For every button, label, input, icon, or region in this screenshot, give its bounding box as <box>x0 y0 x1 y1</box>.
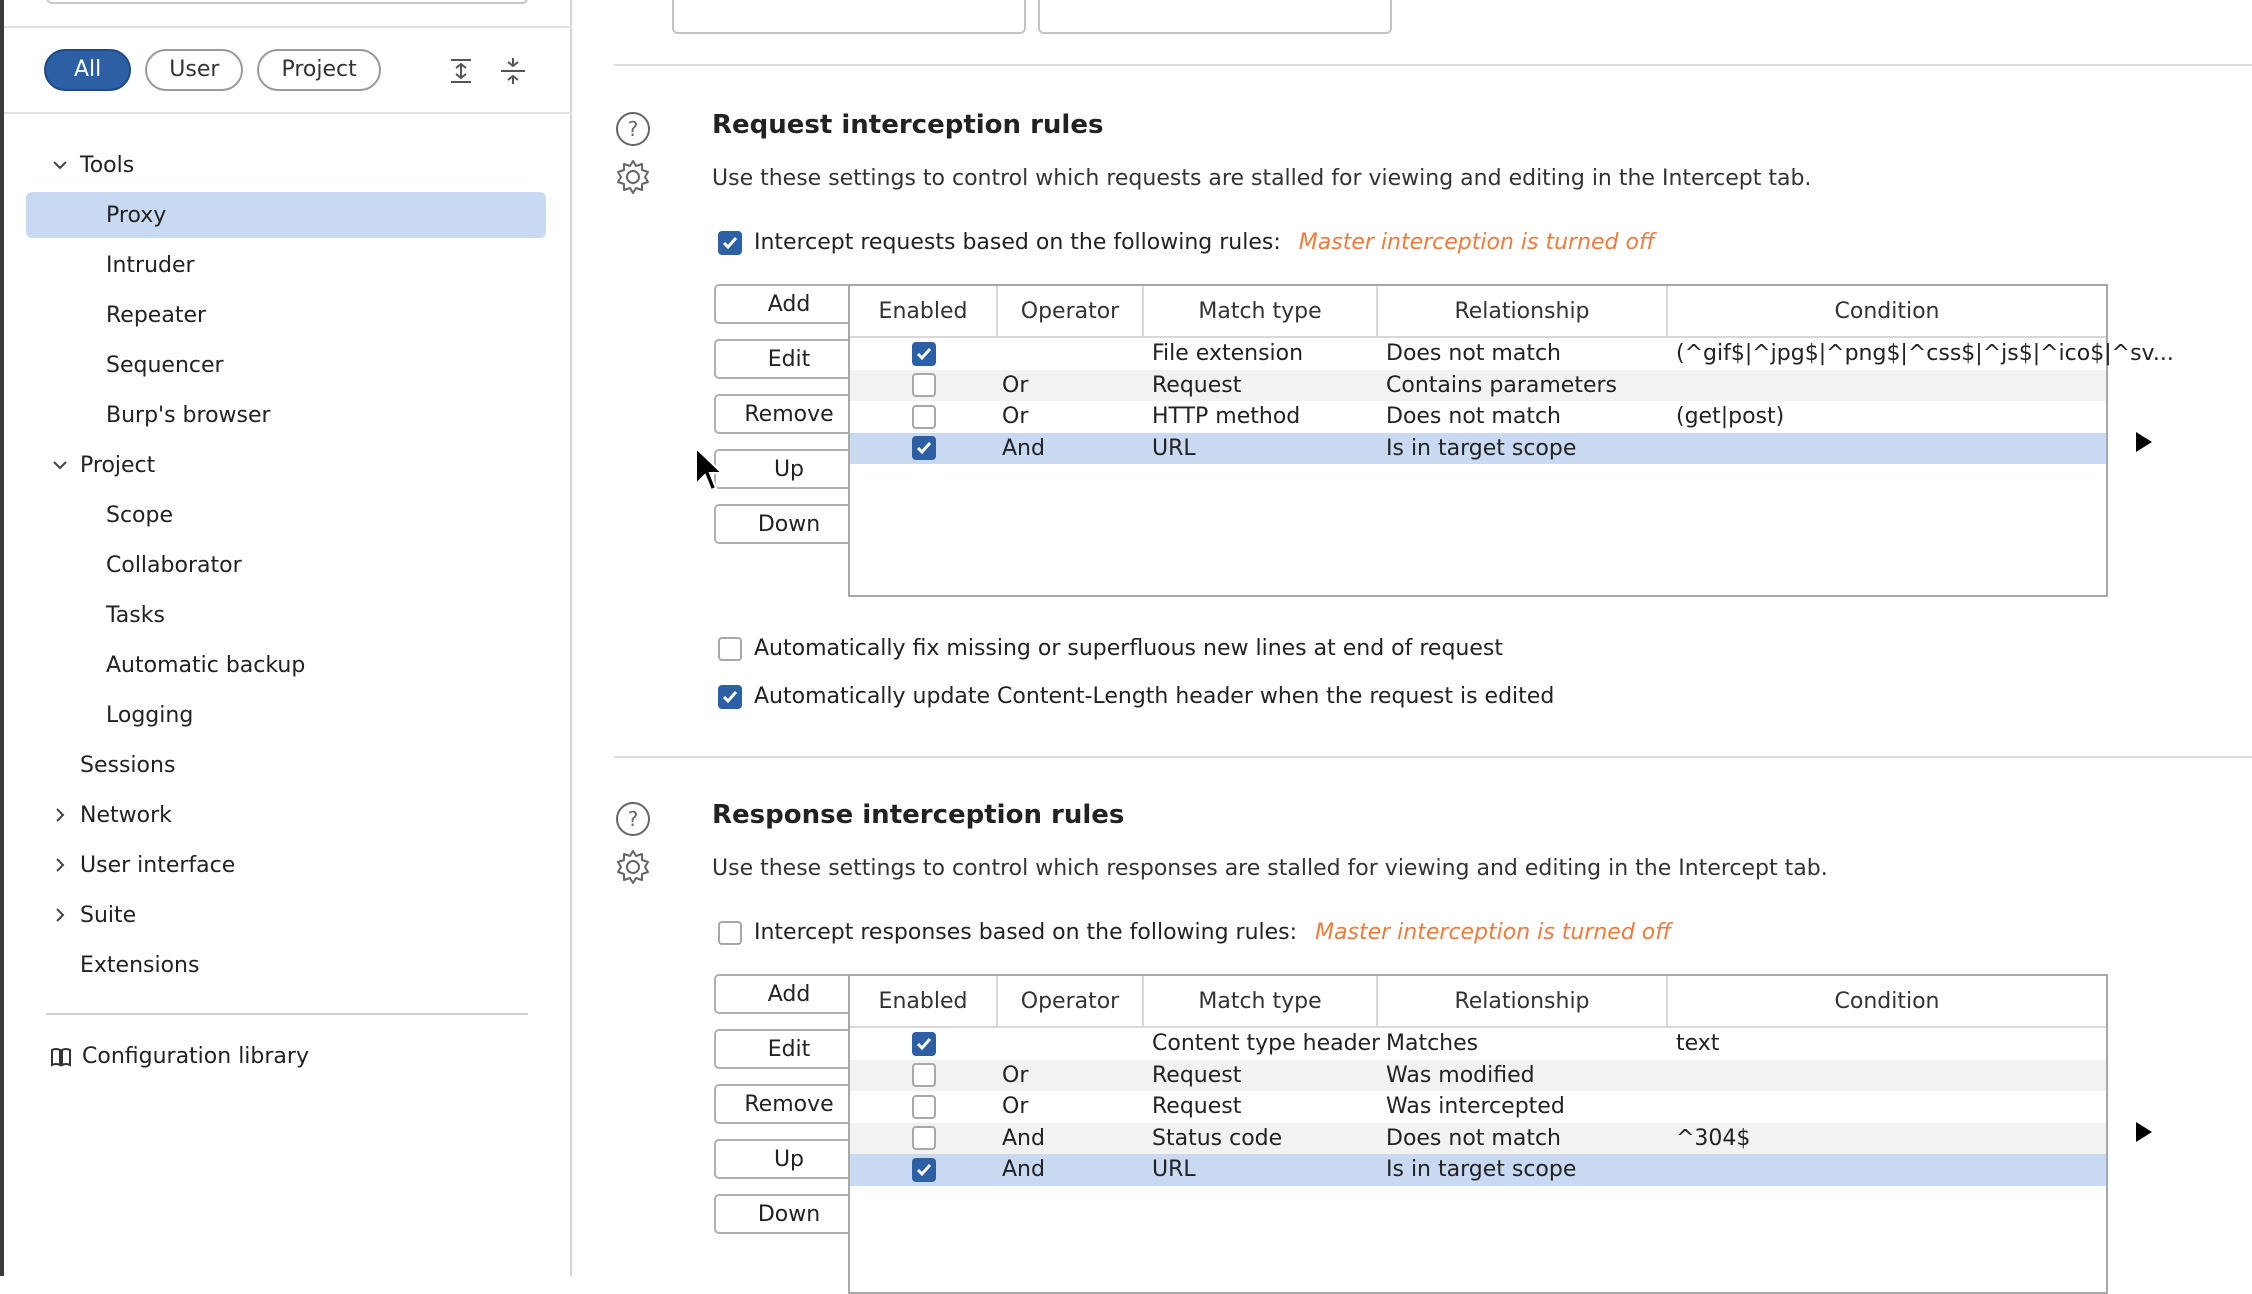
scope-filter-group <box>44 49 381 91</box>
sidebar-item-project[interactable] <box>0 440 570 490</box>
enabled-cell <box>850 405 998 429</box>
column-operator[interactable]: Operator <box>998 286 1144 336</box>
column-operator[interactable]: Operator <box>998 976 1144 1026</box>
book-icon <box>50 1046 72 1068</box>
section-divider <box>614 64 2252 66</box>
enabled-cell <box>850 1126 998 1150</box>
operator-cell: And <box>1002 435 1045 461</box>
collapse-all-icon[interactable] <box>498 56 528 86</box>
divider <box>4 112 572 114</box>
operator-cell: Or <box>1002 372 1029 398</box>
intercept-requests-checkbox[interactable] <box>718 231 742 255</box>
sidebar-item-scope[interactable] <box>0 490 570 540</box>
match-type-cell: HTTP method <box>1152 404 1301 430</box>
chevron-right-icon[interactable] <box>50 855 70 875</box>
previous-button-2[interactable] <box>1038 0 1392 34</box>
divider <box>46 1013 528 1015</box>
configuration-library-link[interactable] <box>50 1044 309 1069</box>
update-content-length-option <box>718 684 1554 709</box>
svg-text:?: ? <box>627 117 639 141</box>
column-condition[interactable]: Condition <box>1834 988 1940 1014</box>
sidebar-item-tasks[interactable] <box>0 590 570 640</box>
move-up-button[interactable]: Up <box>714 1139 864 1179</box>
table-row[interactable] <box>850 370 2106 402</box>
section-title: Request interception rules <box>712 110 1104 140</box>
scroll-right-arrow-icon[interactable] <box>2136 432 2152 452</box>
rule-enabled-checkbox[interactable] <box>912 1032 936 1056</box>
operator-cell: And <box>1002 1157 1045 1183</box>
fix-newlines-option <box>718 636 1503 661</box>
sidebar-item-repeater[interactable] <box>0 290 570 340</box>
add-rule-button[interactable]: Add <box>714 284 864 324</box>
sidebar-item-collaborator[interactable] <box>0 540 570 590</box>
sidebar-item-burp-s-browser[interactable] <box>0 390 570 440</box>
sidebar-item-label: User interface <box>80 852 236 878</box>
table-row[interactable] <box>850 338 2174 370</box>
sidebar-item-intruder[interactable] <box>0 240 570 290</box>
condition-cell: (^gif$|^jpg$|^png$|^css$|^js$|^ico$|^sv... <box>1676 341 2174 367</box>
sidebar-item-label: Burp's browser <box>106 402 271 428</box>
response-rules-table <box>848 974 2108 1294</box>
sidebar-item-tools[interactable] <box>0 140 570 190</box>
enabled-cell <box>850 1063 998 1087</box>
operator-cell: Or <box>1002 404 1029 430</box>
condition-cell: (get|post) <box>1676 404 1785 430</box>
column-match-type[interactable]: Match type <box>1144 976 1378 1026</box>
sidebar-item-sequencer[interactable] <box>0 340 570 390</box>
match-type-cell: URL <box>1152 435 1196 461</box>
table-row[interactable] <box>850 433 2106 465</box>
section-description: Use these settings to control which responses are stalled for viewing and editing in the Intercept tab. <box>712 856 1828 881</box>
rule-enabled-checkbox[interactable] <box>912 373 936 397</box>
gear-icon[interactable] <box>614 158 652 196</box>
relationship-cell: Was modified <box>1386 1062 1535 1088</box>
response-rule-buttons <box>714 974 864 1234</box>
sidebar-item-extensions[interactable] <box>0 940 570 990</box>
match-type-cell: Request <box>1152 1094 1242 1120</box>
sidebar-item-label: Project <box>80 452 156 478</box>
request-rule-buttons <box>714 284 864 544</box>
sidebar-item-label: Scope <box>106 502 174 528</box>
sidebar-item-label: Repeater <box>106 302 207 328</box>
column-match-type[interactable]: Match type <box>1144 286 1378 336</box>
selection-highlight <box>26 192 546 238</box>
sidebar-item-label: Automatic backup <box>106 652 306 678</box>
filter-project-button[interactable]: Project <box>257 49 380 91</box>
match-type-cell: Content type header <box>1152 1031 1381 1057</box>
sidebar-item-logging[interactable] <box>0 690 570 740</box>
scroll-right-arrow-icon[interactable] <box>2136 1122 2152 1142</box>
gear-icon[interactable] <box>614 848 652 886</box>
sidebar-item-label: Extensions <box>80 952 200 978</box>
request-rules-table <box>848 284 2174 597</box>
table-row[interactable] <box>850 1028 2106 1060</box>
rule-enabled-checkbox[interactable] <box>912 1126 936 1150</box>
master-interception-warning: Master interception is turned off <box>1315 920 1672 945</box>
filter-user-button[interactable]: User <box>145 49 243 91</box>
sidebar-item-label: Network <box>80 802 172 828</box>
relationship-cell: Does not match <box>1386 1125 1561 1151</box>
configuration-library-label: Configuration library <box>82 1044 309 1069</box>
settings-sidebar <box>0 0 572 1276</box>
sidebar-item-label: Tools <box>80 152 135 178</box>
match-type-cell: Request <box>1152 1062 1242 1088</box>
table-header <box>850 976 2106 1028</box>
rule-enabled-checkbox[interactable] <box>912 1095 936 1119</box>
chevron-down-icon[interactable] <box>50 155 70 175</box>
svg-text:?: ? <box>627 807 639 831</box>
sidebar-item-label: Proxy <box>106 202 167 228</box>
settings-content <box>574 0 2252 1276</box>
intercept-requests-option <box>718 230 1655 255</box>
relationship-cell: Is in target scope <box>1386 435 1577 461</box>
sidebar-item-label: Intruder <box>106 252 195 278</box>
add-rule-button[interactable]: Add <box>714 974 864 1014</box>
enabled-cell <box>850 1032 998 1056</box>
chevron-right-icon[interactable] <box>50 905 70 925</box>
sidebar-item-sessions[interactable] <box>0 740 570 790</box>
match-type-cell: URL <box>1152 1157 1196 1183</box>
sidebar-item-label: Sequencer <box>106 352 224 378</box>
request-rules-body <box>850 338 2174 464</box>
rule-enabled-checkbox[interactable] <box>912 1158 936 1182</box>
rule-enabled-checkbox[interactable] <box>912 342 936 366</box>
expand-all-icon[interactable] <box>446 56 476 86</box>
master-interception-warning: Master interception is turned off <box>1298 230 1655 255</box>
enabled-cell <box>850 342 998 366</box>
mouse-cursor-icon <box>694 446 724 496</box>
table-row[interactable] <box>850 1091 2106 1123</box>
match-type-cell: Request <box>1152 372 1242 398</box>
table-row[interactable] <box>850 1060 2106 1092</box>
filter-all-button[interactable]: All <box>44 49 131 91</box>
previous-section-buttons <box>672 0 1392 34</box>
section-description: Use these settings to control which requests are stalled for viewing and editing in the Intercept tab. <box>712 166 1812 191</box>
relationship-cell: Is in target scope <box>1386 1157 1577 1183</box>
sidebar-item-label: Suite <box>80 902 137 928</box>
match-type-cell: Status code <box>1152 1125 1283 1151</box>
column-enabled[interactable]: Enabled <box>850 286 998 336</box>
relationship-cell: Matches <box>1386 1031 1479 1057</box>
relationship-cell: Does not match <box>1386 404 1561 430</box>
sidebar-item-label: Collaborator <box>106 552 242 578</box>
intercept-responses-label: Intercept responses based on the following rules: <box>754 920 1298 945</box>
remove-rule-button[interactable]: Remove <box>714 1084 864 1124</box>
relationship-cell: Was intercepted <box>1386 1094 1565 1120</box>
chevron-right-icon[interactable] <box>50 805 70 825</box>
table-header <box>850 286 2106 338</box>
update-content-length-checkbox[interactable] <box>718 685 742 709</box>
operator-cell: And <box>1002 1125 1045 1151</box>
section-divider <box>614 756 2252 758</box>
table-row[interactable] <box>850 401 2106 433</box>
table-row[interactable] <box>850 1123 2106 1155</box>
intercept-requests-label: Intercept requests based on the following rules: <box>754 230 1281 255</box>
rule-enabled-checkbox[interactable] <box>912 405 936 429</box>
sidebar-item-proxy[interactable] <box>0 190 570 240</box>
condition-cell: text <box>1676 1031 1720 1057</box>
edit-rule-button[interactable]: Edit <box>714 339 864 379</box>
move-down-button[interactable]: Down <box>714 504 864 544</box>
enabled-cell <box>850 436 998 460</box>
chevron-down-icon[interactable] <box>50 455 70 475</box>
intercept-responses-option <box>718 920 1671 945</box>
sidebar-item-user-interface[interactable] <box>0 840 570 890</box>
move-up-button[interactable]: Up <box>714 449 864 489</box>
sidebar-item-network[interactable] <box>0 790 570 840</box>
settings-tree <box>0 140 570 990</box>
rule-enabled-checkbox[interactable] <box>912 1063 936 1087</box>
enabled-cell <box>850 1095 998 1119</box>
fix-newlines-checkbox[interactable] <box>718 637 742 661</box>
column-relationship[interactable]: Relationship <box>1378 976 1668 1026</box>
column-relationship[interactable]: Relationship <box>1378 286 1668 336</box>
rule-enabled-checkbox[interactable] <box>912 436 936 460</box>
move-down-button[interactable]: Down <box>714 1194 864 1234</box>
divider <box>4 26 572 28</box>
operator-cell: Or <box>1002 1062 1029 1088</box>
remove-rule-button[interactable]: Remove <box>714 394 864 434</box>
condition-cell: ^304$ <box>1676 1125 1751 1151</box>
edit-rule-button[interactable]: Edit <box>714 1029 864 1069</box>
column-condition[interactable]: Condition <box>1834 298 1940 324</box>
table-row[interactable] <box>850 1154 2106 1186</box>
sidebar-item-automatic-backup[interactable] <box>0 640 570 690</box>
sidebar-item-label: Sessions <box>80 752 176 778</box>
enabled-cell <box>850 373 998 397</box>
relationship-cell: Does not match <box>1386 341 1561 367</box>
sidebar-item-label: Logging <box>106 702 194 728</box>
sidebar-item-suite[interactable] <box>0 890 570 940</box>
search-settings-input[interactable] <box>46 0 528 4</box>
fix-newlines-label: Automatically fix missing or superfluous new lines at end of request <box>754 636 1503 661</box>
relationship-cell: Contains parameters <box>1386 372 1617 398</box>
operator-cell: Or <box>1002 1094 1029 1120</box>
previous-button-1[interactable] <box>672 0 1026 34</box>
enabled-cell <box>850 1158 998 1182</box>
response-rules-body <box>850 1028 2106 1186</box>
sidebar-item-label: Tasks <box>106 602 165 628</box>
match-type-cell: File extension <box>1152 341 1304 367</box>
intercept-responses-checkbox[interactable] <box>718 921 742 945</box>
update-content-length-label: Automatically update Content-Length header when the request is edited <box>754 684 1555 709</box>
help-icon[interactable] <box>614 110 652 148</box>
help-icon[interactable] <box>614 800 652 838</box>
column-enabled[interactable]: Enabled <box>850 976 998 1026</box>
section-title: Response interception rules <box>712 800 1125 830</box>
